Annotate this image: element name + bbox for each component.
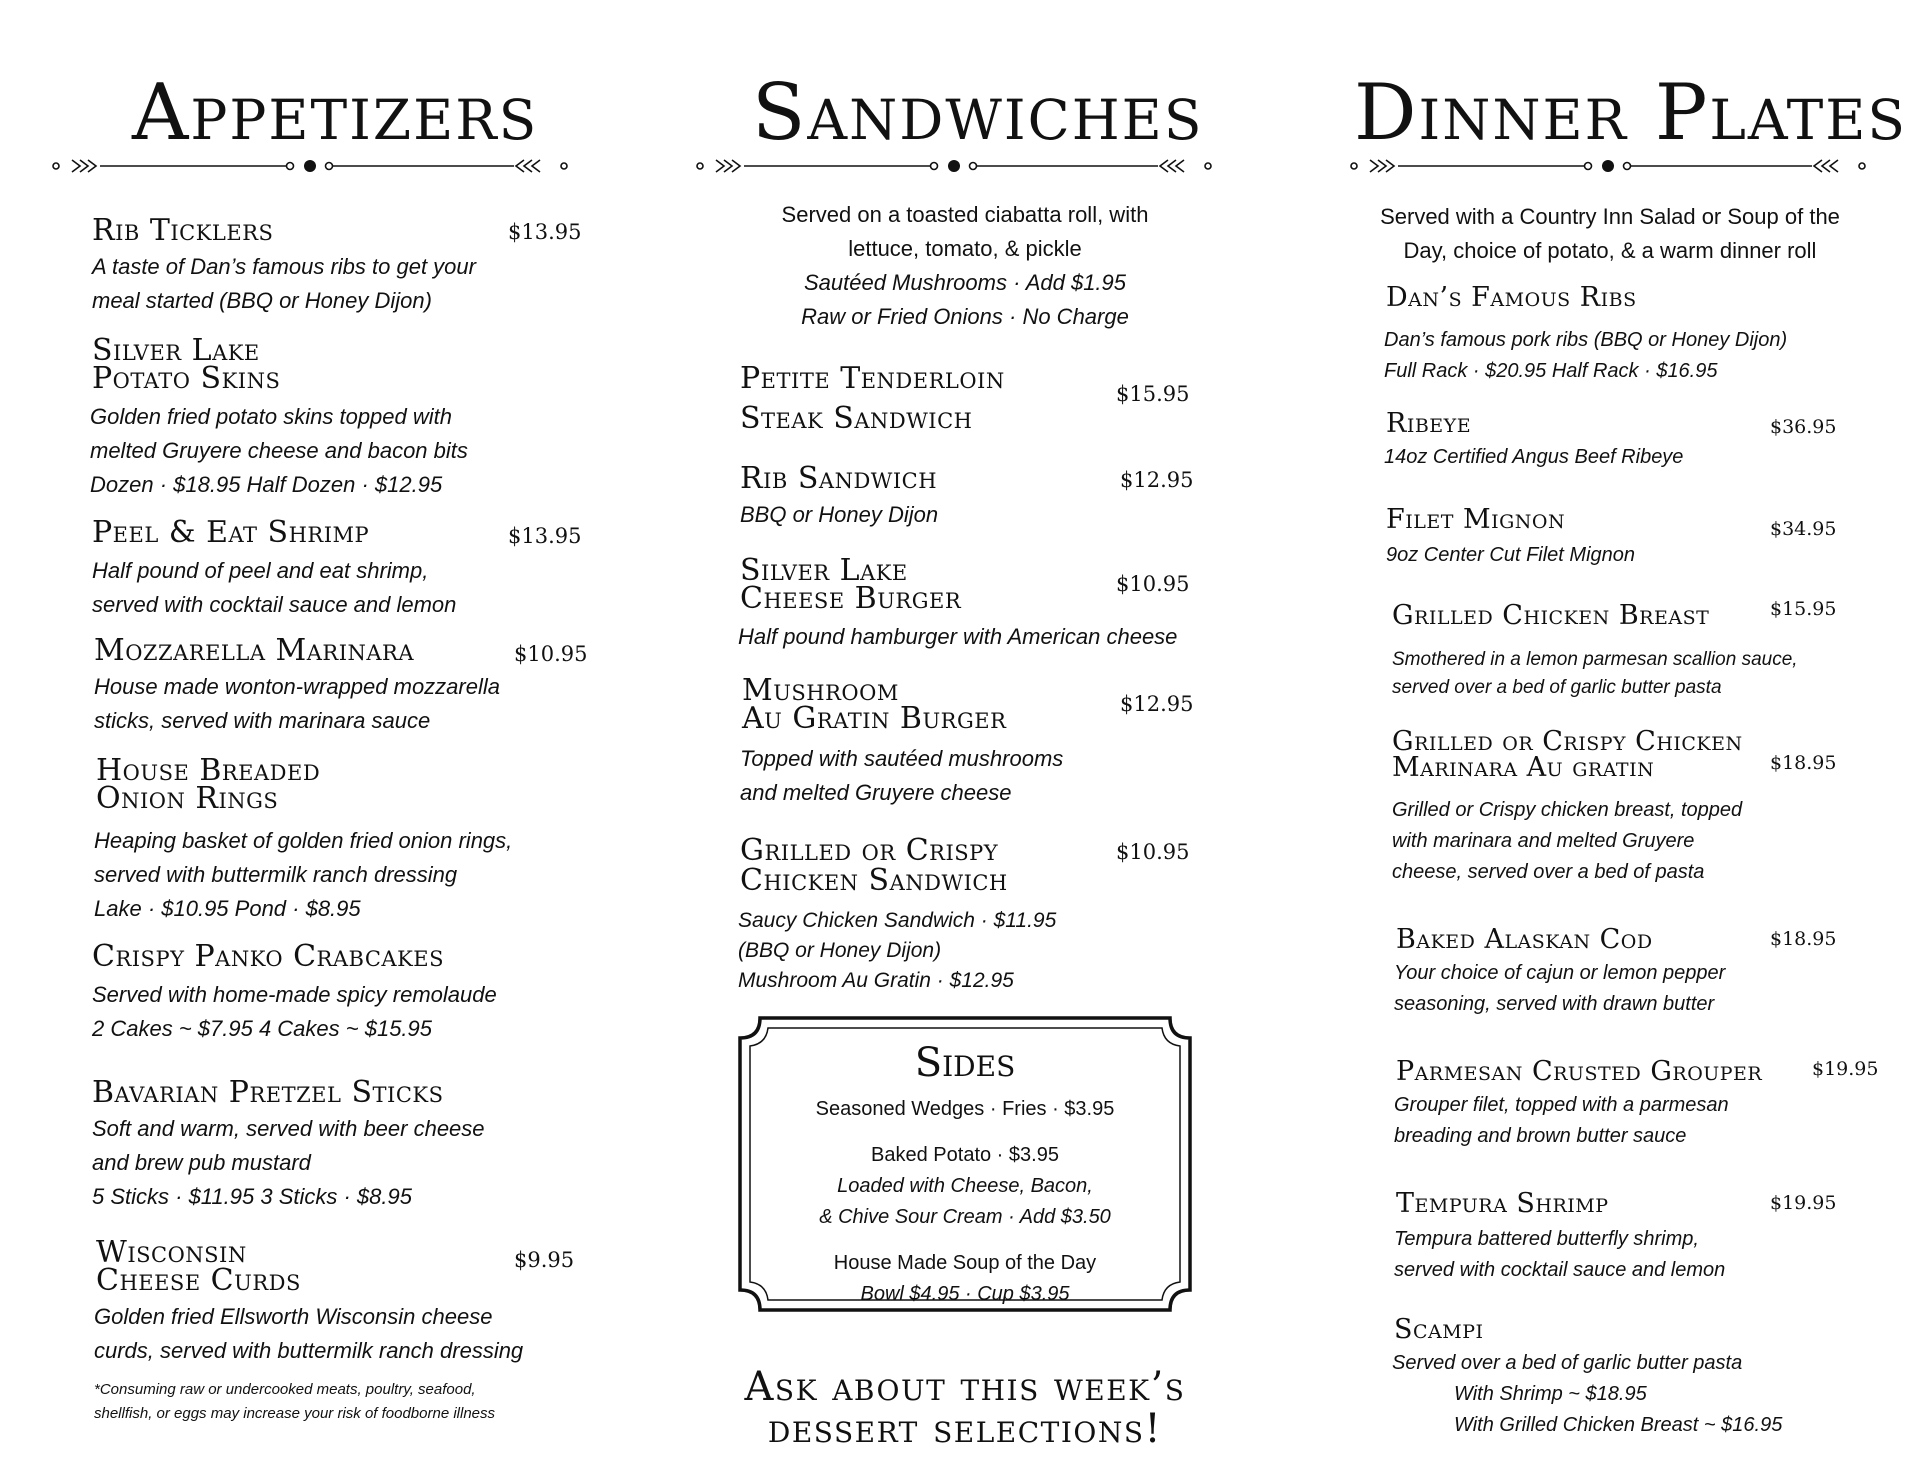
sides-line: Seasoned Wedges · Fries · $3.95: [815, 1098, 1115, 1120]
appetizer-desc: served with cocktail sauce and lemon: [92, 592, 457, 617]
sandwich-desc: Saucy Chicken Sandwich · $11.95: [738, 909, 1057, 932]
appetizer-desc: meal started (BBQ or Honey Dijon): [92, 288, 432, 313]
appetizer-desc: and brew pub mustard: [92, 1150, 311, 1175]
sandwiches-option: Sautéed Mushrooms · Add $1.95: [803, 270, 1127, 295]
appetizer-name: Crispy Panko Crabcakes: [92, 939, 444, 974]
dessert-callout: dessert selections!: [767, 1406, 1163, 1452]
dinner-desc: 9oz Center Cut Filet Mignon: [1386, 544, 1636, 566]
dinner-name: Marinara Au gratin: [1392, 752, 1655, 783]
dinner-price: $18.95: [1770, 752, 1837, 774]
sandwiches-heading: Sandwiches: [752, 68, 1204, 158]
dinner-desc: With Grilled Chicken Breast ~ $16.95: [1454, 1414, 1783, 1436]
dinner-price: $15.95: [1770, 598, 1837, 620]
appetizer-desc: Half pound of peel and eat shrimp,: [92, 558, 429, 583]
sandwich-name: Silver Lake: [740, 553, 908, 588]
dinner-name: Ribeye: [1386, 408, 1472, 439]
appetizer-name: Mozzarella Marinara: [94, 633, 415, 668]
sandwiches-intro: Served on a toasted ciabatta roll, with: [781, 202, 1149, 227]
dinner-desc: Grilled or Crispy chicken breast, topped: [1392, 799, 1743, 821]
dinner-intro: Served with a Country Inn Salad or Soup of the: [1380, 204, 1840, 229]
sandwich-name: Au Gratin Burger: [742, 701, 1007, 736]
appetizer-desc: 2 Cakes ~ $7.95 4 Cakes ~ $15.95: [92, 1016, 433, 1041]
dinner-desc: Full Rack · $20.95 Half Rack · $16.95: [1384, 360, 1718, 382]
appetizer-name: Onion Rings: [96, 781, 279, 816]
sandwiches-intro: lettuce, tomato, & pickle: [848, 236, 1082, 261]
sides-line: Baked Potato · $3.95: [871, 1144, 1059, 1166]
sandwich-price: $12.95: [1120, 692, 1194, 716]
sandwich-price: $10.95: [1116, 572, 1190, 596]
sides-line: & Chive Sour Cream · Add $3.50: [819, 1206, 1111, 1228]
appetizers-heading: Appetizers: [132, 68, 539, 158]
sandwich-name: Rib Sandwich: [740, 461, 938, 496]
appetizer-desc: melted Gruyere cheese and bacon bits: [90, 438, 468, 463]
appetizer-desc: House made wonton-wrapped mozzarella: [94, 674, 500, 699]
sides-line: Loaded with Cheese, Bacon,: [837, 1175, 1093, 1197]
sandwich-desc: Half pound hamburger with American cheese: [738, 624, 1178, 649]
dinner-desc: breading and brown butter sauce: [1394, 1125, 1687, 1147]
dinner-desc: Dan’s famous pork ribs (BBQ or Honey Dijon): [1384, 329, 1788, 351]
sandwiches-divider: [694, 154, 1214, 178]
sandwich-desc: BBQ or Honey Dijon: [740, 502, 939, 527]
appetizer-desc: Soft and warm, served with beer cheese: [92, 1116, 485, 1141]
dinner-name: Parmesan Crusted Grouper: [1396, 1056, 1763, 1087]
appetizer-desc: sticks, served with marinara sauce: [94, 708, 431, 733]
appetizer-name: Rib Ticklers: [92, 213, 274, 248]
appetizer-desc: Golden fried Ellsworth Wisconsin cheese: [94, 1304, 493, 1329]
appetizer-desc: Heaping basket of golden fried onion rings,: [94, 828, 513, 853]
sandwiches-option: Raw or Fried Onions · No Charge: [801, 304, 1129, 329]
dinner-divider: [1348, 154, 1868, 178]
appetizer-name: House Breaded: [96, 753, 321, 788]
disclaimer: shellfish, or eggs may increase your risk of foodborne illness: [94, 1405, 496, 1422]
sandwich-name: Cheese Burger: [740, 581, 962, 616]
appetizer-name: Wisconsin: [96, 1235, 247, 1270]
appetizers-divider: [50, 154, 570, 178]
sandwich-name: Mushroom: [742, 673, 899, 708]
sandwich-desc: and melted Gruyere cheese: [740, 780, 1012, 805]
appetizer-desc: Golden fried potato skins topped with: [90, 404, 453, 429]
dinner-desc: Tempura battered butterfly shrimp,: [1394, 1228, 1699, 1250]
sandwich-price: $10.95: [1116, 840, 1190, 864]
dessert-callout: Ask about this week’s: [744, 1364, 1186, 1410]
dinner-price: $34.95: [1770, 518, 1837, 540]
appetizer-name: Silver Lake: [92, 333, 260, 368]
dinner-desc: Served over a bed of garlic butter pasta: [1392, 1352, 1743, 1374]
sandwich-desc: (BBQ or Honey Dijon): [738, 939, 942, 962]
appetizer-price: $10.95: [514, 642, 588, 666]
dinner-name: Grilled Chicken Breast: [1392, 600, 1710, 631]
sandwich-desc: Mushroom Au Gratin · $12.95: [738, 969, 1014, 992]
dinner-desc: Your choice of cajun or lemon pepper: [1394, 962, 1726, 984]
appetizer-desc: served with buttermilk ranch dressing: [94, 862, 458, 887]
dinner-name: Baked Alaskan Cod: [1396, 924, 1653, 955]
disclaimer: *Consuming raw or undercooked meats, poultry, seafood,: [94, 1381, 476, 1398]
appetizer-name: Bavarian Pretzel Sticks: [92, 1075, 444, 1110]
dinner-price: $19.95: [1812, 1058, 1879, 1080]
sandwich-name: Petite Tenderloin: [740, 361, 1005, 396]
dinner-name: Tempura Shrimp: [1396, 1188, 1609, 1219]
dinner-name: Filet Mignon: [1386, 504, 1566, 535]
dinner-desc: With Shrimp ~ $18.95: [1454, 1383, 1647, 1405]
sandwich-price: $15.95: [1116, 382, 1190, 406]
sandwich-name: Chicken Sandwich: [740, 863, 1008, 898]
dinner-name: Dan’s Famous Ribs: [1386, 282, 1637, 313]
sides-line: Bowl $4.95 · Cup $3.95: [860, 1283, 1070, 1305]
appetizer-desc: A taste of Dan’s famous ribs to get your: [92, 254, 476, 279]
dinner-price: $18.95: [1770, 928, 1837, 950]
appetizer-desc: Served with home-made spicy remolaude: [92, 982, 497, 1007]
dinner-desc: with marinara and melted Gruyere: [1392, 830, 1695, 852]
dinner-desc: cheese, served over a bed of pasta: [1392, 861, 1705, 883]
sandwich-name: Steak Sandwich: [740, 401, 973, 436]
dinner-name: Scampi: [1394, 1314, 1484, 1345]
sides-line: House Made Soup of the Day: [833, 1252, 1097, 1274]
sides-title: Sides: [914, 1040, 1016, 1086]
dinner-desc: served with cocktail sauce and lemon: [1394, 1259, 1726, 1281]
dinner-name: Grilled or Crispy Chicken: [1392, 726, 1743, 757]
dinner-desc: Grouper filet, topped with a parmesan: [1394, 1094, 1729, 1116]
sides-box: [738, 1016, 1192, 1312]
dinner-desc: Smothered in a lemon parmesan scallion sauce,: [1392, 649, 1798, 670]
dinner-price: $36.95: [1770, 416, 1837, 438]
appetizer-desc: 5 Sticks · $11.95 3 Sticks · $8.95: [92, 1184, 412, 1209]
appetizer-price: $13.95: [508, 524, 582, 548]
appetizer-desc: Lake · $10.95 Pond · $8.95: [94, 896, 361, 921]
appetizer-desc: Dozen · $18.95 Half Dozen · $12.95: [90, 472, 443, 497]
dinner-heading: Dinner Plates: [1354, 68, 1908, 158]
dinner-price: $19.95: [1770, 1192, 1837, 1214]
appetizer-name: Cheese Curds: [96, 1263, 301, 1298]
sandwich-desc: Topped with sautéed mushrooms: [740, 746, 1064, 771]
dinner-desc: seasoning, served with drawn butter: [1394, 993, 1715, 1015]
dinner-intro: Day, choice of potato, & a warm dinner roll: [1403, 238, 1817, 263]
appetizer-desc: curds, served with buttermilk ranch dressing: [94, 1338, 524, 1363]
appetizer-name: Potato Skins: [92, 361, 281, 396]
dinner-desc: 14oz Certified Angus Beef Ribeye: [1384, 446, 1684, 468]
appetizer-name: Peel & Eat Shrimp: [92, 515, 370, 550]
appetizer-price: $13.95: [508, 220, 582, 244]
appetizer-price: $9.95: [514, 1248, 575, 1272]
sandwich-price: $12.95: [1120, 468, 1194, 492]
dinner-desc: served over a bed of garlic butter pasta: [1392, 677, 1722, 698]
sandwich-name: Grilled or Crispy: [740, 833, 999, 868]
